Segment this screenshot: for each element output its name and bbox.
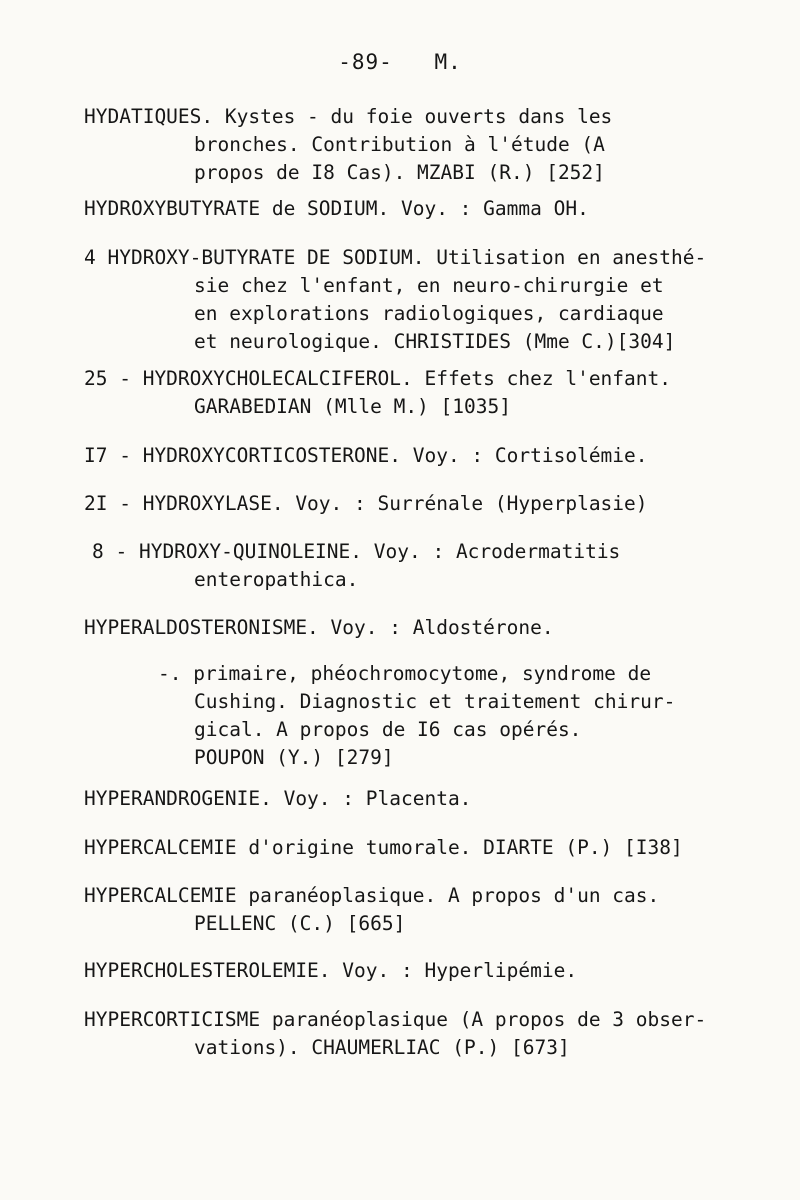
entry-line: POUPON (Y.) [279] <box>194 746 394 769</box>
entry-line: et neurologique. CHRISTIDES (Mme C.)[304] <box>194 330 676 353</box>
entry-line: vations). CHAUMERLIAC (P.) [673] <box>194 1036 570 1059</box>
entry-line: 4 HYDROXY-BUTYRATE DE SODIUM. Utilisation en anesthé- <box>84 246 707 269</box>
index-entry <box>84 442 648 470</box>
entry-line: HYPERANDROGENIE. Voy. : Placenta. <box>84 787 472 810</box>
index-entry <box>84 244 706 356</box>
section-letter: M. <box>434 50 462 74</box>
page-number: -89- <box>338 50 393 74</box>
index-entry <box>84 785 471 813</box>
entry-line: gical. A propos de I6 cas opérés. <box>194 718 582 741</box>
index-entry <box>84 957 577 985</box>
index-entry <box>84 365 671 421</box>
entry-line: sie chez l'enfant, en neuro-chirurgie et <box>194 274 664 297</box>
entry-line: I7 - HYDROXYCORTICOSTERONE. Voy. : Cortisolémie. <box>84 444 648 467</box>
entry-line: 25 - HYDROXYCHOLECALCIFEROL. Effets chez l'enfant. <box>84 367 671 390</box>
entry-line: 2I - HYDROXYLASE. Voy. : Surrénale (Hyperplasie) <box>84 492 648 515</box>
entry-line: enteropathica. <box>194 568 359 591</box>
entry-line: HYDATIQUES. Kystes - du foie ouverts dans les <box>84 105 613 128</box>
entry-line: GARABEDIAN (Mlle M.) [1035] <box>194 395 511 418</box>
entry-line: Cushing. Diagnostic et traitement chirur- <box>194 690 676 713</box>
entry-line: HYPERCORTICISME paranéoplasique (A propos de 3 obser- <box>84 1008 707 1031</box>
entry-line: en explorations radiologiques, cardiaque <box>194 302 664 325</box>
entry-line: HYDROXYBUTYRATE de SODIUM. Voy. : Gamma OH. <box>84 197 589 220</box>
entry-line: HYPERALDOSTERONISME. Voy. : Aldostérone. <box>84 616 554 639</box>
entry-line: PELLENC (C.) [665] <box>194 912 406 935</box>
index-entry <box>84 490 648 518</box>
index-subentry <box>158 660 675 772</box>
entry-line: bronches. Contribution à l'étude (A <box>194 133 605 156</box>
page-header <box>0 50 800 74</box>
entry-line: 8 - HYDROXY-QUINOLEINE. Voy. : Acrodermatitis <box>92 540 621 563</box>
entry-line: HYPERCALCEMIE d'origine tumorale. DIARTE (P.) [I38] <box>84 836 683 859</box>
index-entry <box>84 1006 706 1062</box>
index-entry <box>84 103 612 187</box>
index-entry <box>84 195 589 223</box>
index-entry <box>84 834 683 862</box>
index-entry <box>84 882 659 938</box>
entry-line: HYPERCHOLESTEROLEMIE. Voy. : Hyperlipémie. <box>84 959 578 982</box>
entry-line: propos de I8 Cas). MZABI (R.) [252] <box>194 161 605 184</box>
index-entry <box>84 614 554 642</box>
entry-line: HYPERCALCEMIE paranéoplasique. A propos d'un cas. <box>84 884 660 907</box>
entry-line: -. primaire, phéochromocytome, syndrome de <box>158 662 652 685</box>
index-entry <box>92 538 620 594</box>
